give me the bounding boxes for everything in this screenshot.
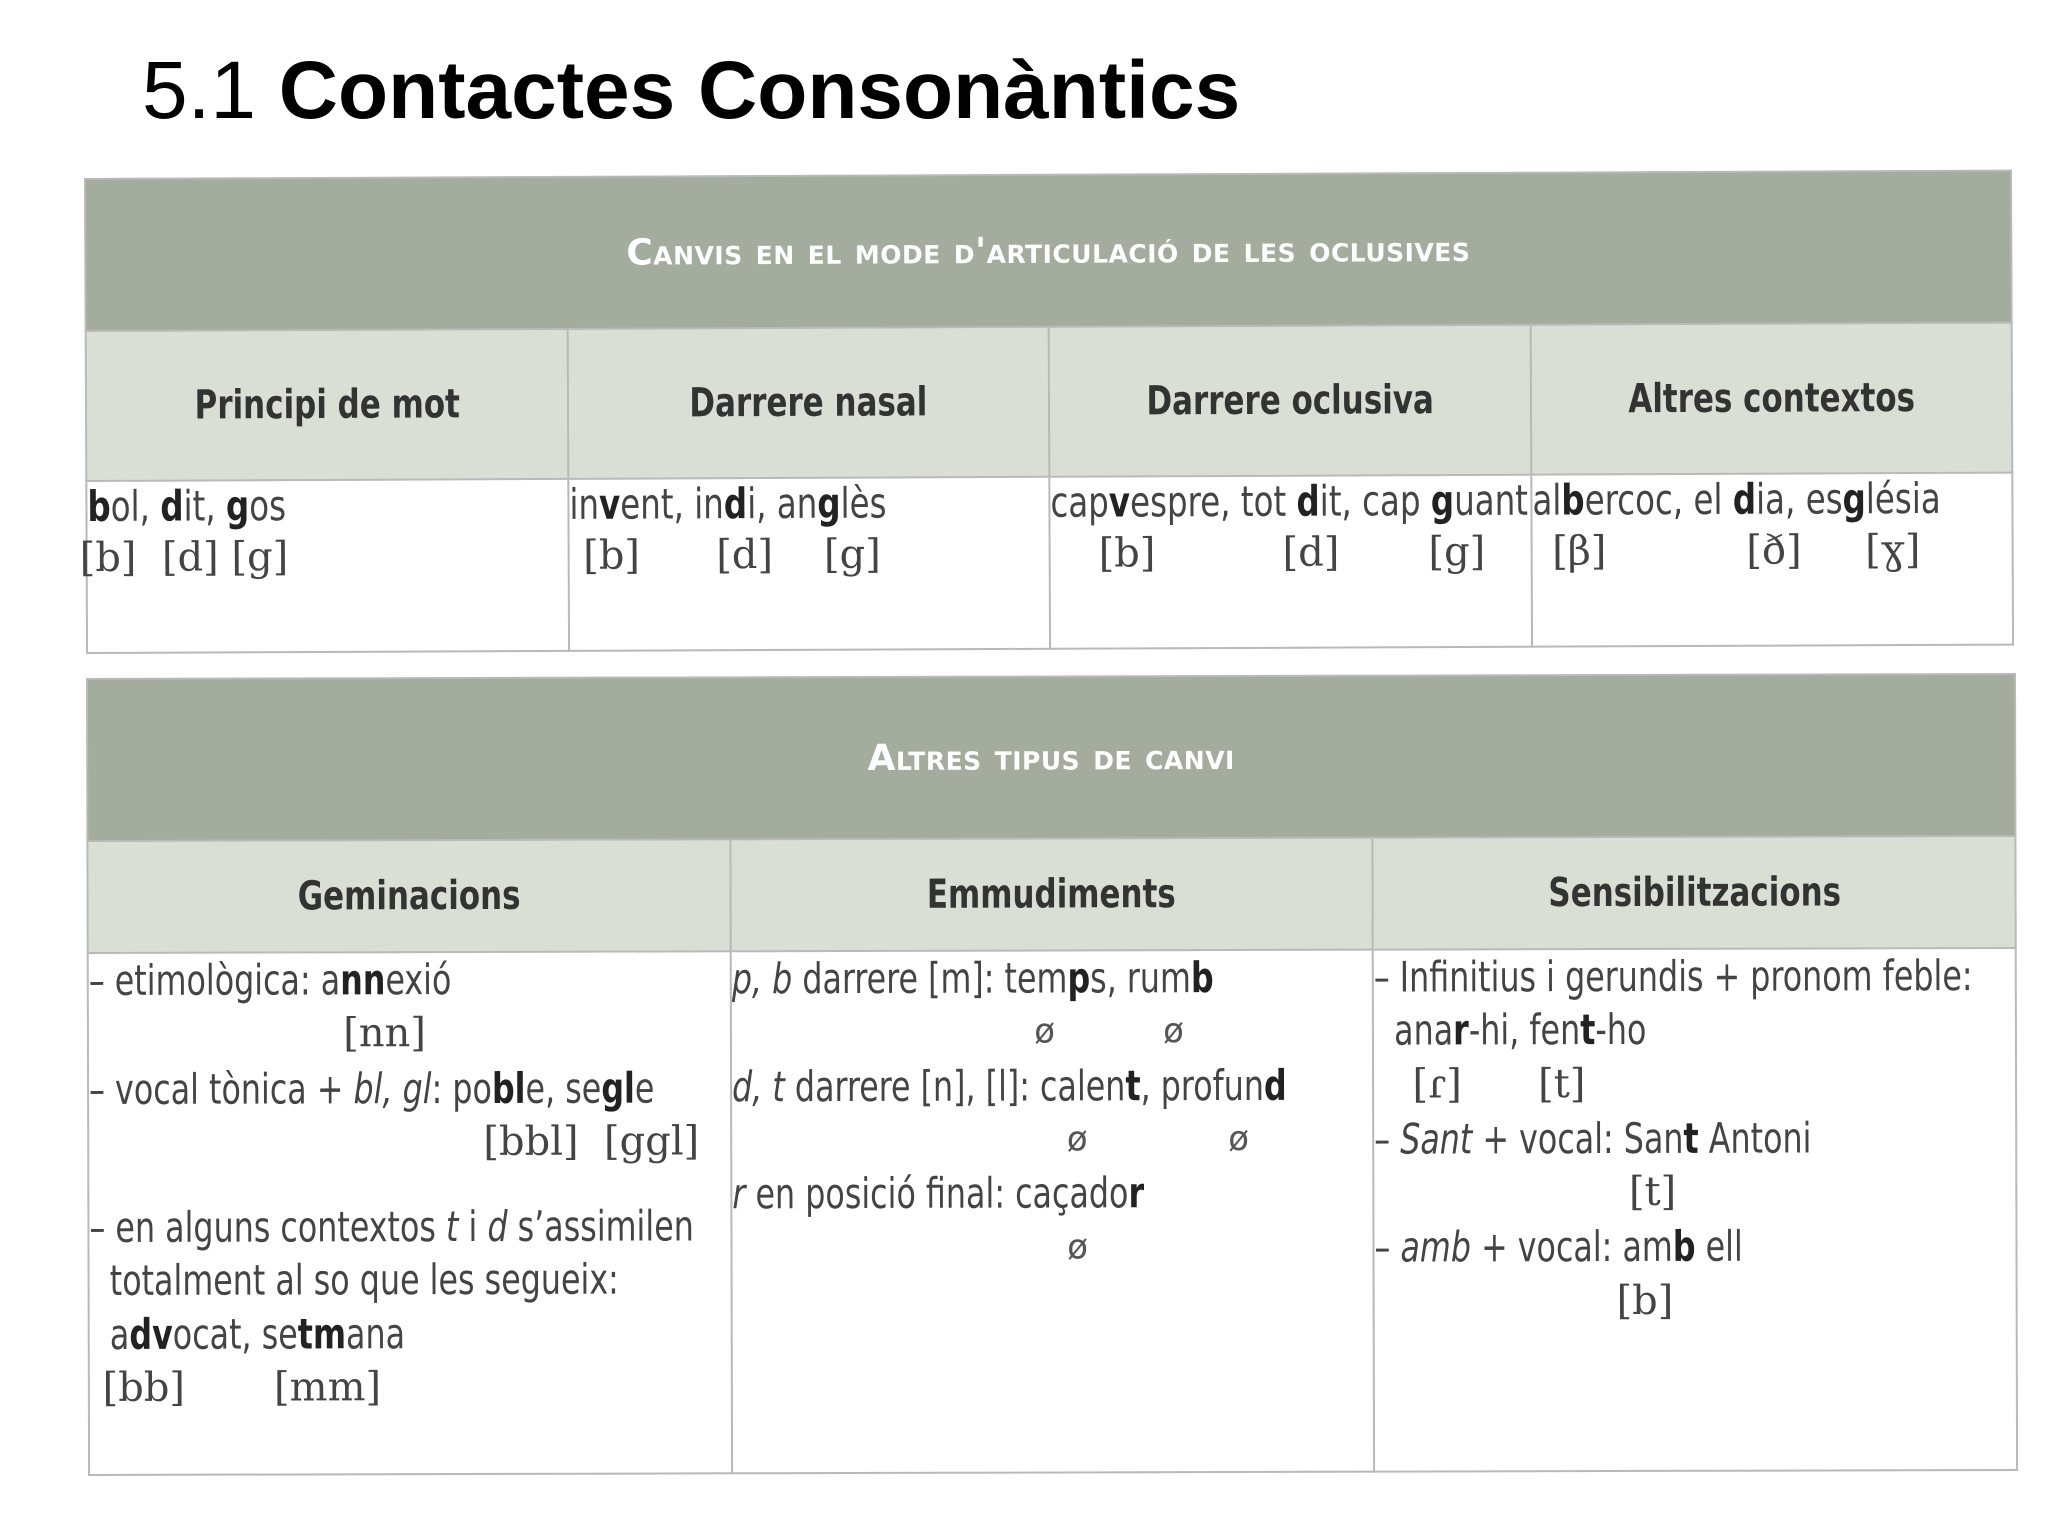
- ipa-transcription: [b] [d] [g]: [79, 534, 289, 582]
- ipa-transcription: [b] [d] [g]: [583, 531, 881, 580]
- ipa-transcription: [b] [d] [g]: [1098, 529, 1486, 577]
- sensibilitzacions-cell: [1373, 948, 2017, 1472]
- rule-line: totalment al so que les segueix:: [89, 1254, 619, 1306]
- column-header: Darrere oclusiva: [1049, 325, 1531, 477]
- column-header: Emmudiments: [730, 838, 1373, 952]
- table-cell: [1049, 475, 1531, 649]
- silent-mark: ø ø: [731, 1119, 1250, 1161]
- column-header: Geminacions: [87, 839, 730, 953]
- section-number: 5.1: [142, 45, 256, 136]
- column-header: Darrere nasal: [567, 327, 1049, 479]
- geminacions-cell: [88, 951, 732, 1475]
- rule-line: p, b darrere [m]: temps, rumb: [731, 953, 1214, 1004]
- example-words: invent, indi, anglès: [568, 478, 887, 529]
- rule-line: advocat, setmana: [89, 1308, 406, 1359]
- rule-line: d, t darrere [n], [l]: calent, profund: [731, 1060, 1287, 1112]
- table-banner: Altres tipus de canvi: [87, 674, 2015, 841]
- oclusives-table: [79, 170, 2014, 654]
- ipa-transcription: [bbl] [ggl]: [89, 1118, 700, 1166]
- example-words: albercoc, el dia, església: [1531, 473, 1941, 525]
- rule-line: – Sant + vocal: Sant Antoni: [1374, 1113, 1812, 1164]
- rule-line: – en alguns contextos t i d s’assimilen: [89, 1201, 694, 1253]
- silent-mark: ø: [732, 1227, 1089, 1269]
- ipa-transcription: [nn]: [88, 1010, 427, 1058]
- section-title: Contactes Consonàntics: [278, 45, 1241, 136]
- column-header: Sensibilitzacions: [1373, 836, 2016, 950]
- rule-line: anar-hi, fent-ho: [1374, 1005, 1647, 1055]
- ipa-transcription: [bb] [mm]: [89, 1364, 382, 1412]
- altres-canvis-table: [86, 673, 2018, 1476]
- table-cell: [79, 479, 568, 653]
- ipa-transcription: [ɾ] [t]: [1374, 1060, 1586, 1108]
- rule-line: – Infinitius i gerundis + pronom feble:: [1374, 951, 1973, 1002]
- table-cell: [1531, 473, 2013, 647]
- ipa-transcription: [t]: [1374, 1169, 1677, 1216]
- column-header: Principi de mot: [86, 329, 568, 481]
- emmudiments-cell: [730, 950, 1374, 1474]
- ipa-transcription: [b]: [1374, 1277, 1674, 1325]
- ipa-transcription: [β] [ð] [ɣ]: [1552, 527, 1921, 575]
- column-header: Altres contextos: [1530, 323, 2012, 475]
- rule-line: r en posició final: caçador: [731, 1168, 1144, 1219]
- page-title: [142, 45, 1241, 136]
- example-words: capvespre, tot dit, cap guant: [1050, 475, 1529, 527]
- rule-line: – amb + vocal: amb ell: [1374, 1222, 1744, 1272]
- silent-mark: ø ø: [731, 1011, 1184, 1053]
- table-banner: Canvis en el mode d'articulació de les oclusives: [85, 171, 2012, 331]
- table-cell: [568, 477, 1050, 651]
- rule-line: – etimològica: annexió: [88, 955, 452, 1005]
- example-words: bol, dit, gos: [87, 481, 287, 531]
- rule-line: – vocal tònica + bl, gl: poble, segle: [89, 1063, 655, 1114]
